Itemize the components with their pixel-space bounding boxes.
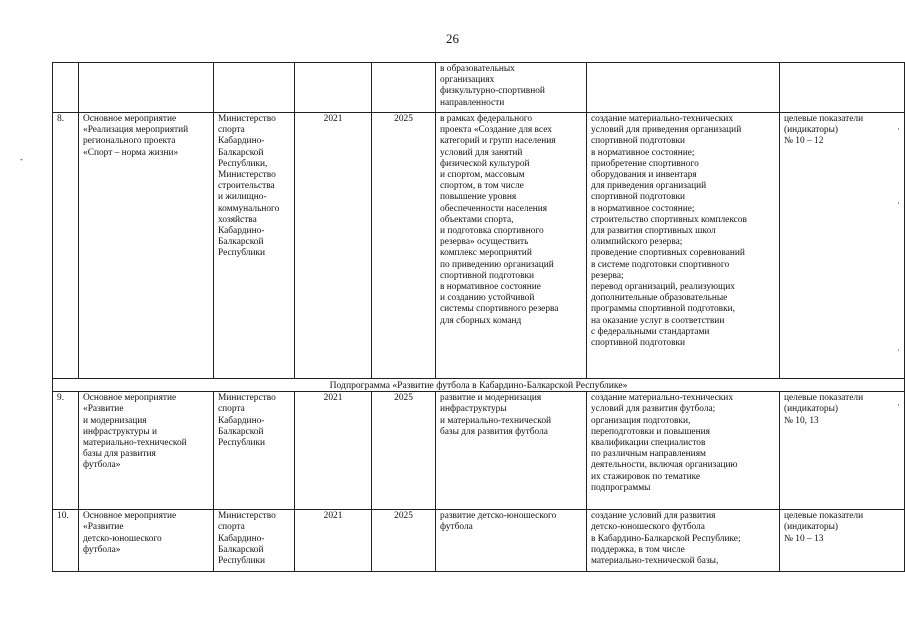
end-year: 2025	[372, 392, 436, 510]
table-row	[53, 510, 905, 572]
start-year: 2021	[295, 392, 372, 510]
start-year: 2021	[295, 113, 372, 379]
scan-artifact: ·	[897, 198, 900, 208]
measure-description: развитие и модернизация инфраструктуры и материально-технической базы для развития футбола	[436, 392, 587, 510]
measure-description: развитие детско-юношеского футбола	[436, 510, 587, 572]
scan-artifact: ·	[897, 345, 900, 355]
measure-name: Основное мероприятие «Развитие и модернизация инфраструктуры и материально-технической базы для развития футбола»	[79, 392, 214, 510]
measure-description: в рамках федерального проекта «Создание для всех категорий и групп населения условий для занятий физической культурой и спортом, массовым спортом, в том числе повышение уровня обеспеченности населения объектами спорта, и подготовка спортивного резерва» осуществить комплекс мероприятий по приведению организаций спортивной подготовки в нормативное состояние и созданию устойчивой системы спортивного резерва для сборных команд	[436, 113, 587, 379]
page-number: 26	[446, 31, 459, 46]
responsible-executor	[214, 63, 295, 113]
scan-artifact: ·	[897, 400, 900, 410]
responsible-executor: Министерство спорта Кабардино- Балкарской Республики	[214, 510, 295, 572]
end-year: 2025	[372, 113, 436, 379]
subprogram-heading: Подпрограмма «Развитие футбола в Кабардино-Балкарской Республике»	[53, 379, 905, 392]
row-number	[53, 63, 79, 113]
expected-results: создание материально-технических условий для развития футбола; организация подготовки, переподготовки и повышения квалификации специалистов по различным направлениям деятельности, включая организацию их стажировок по тематике подпрограммы	[587, 392, 780, 510]
measure-name	[79, 63, 214, 113]
row-number: 8.	[53, 113, 79, 379]
scan-artifact: -	[20, 154, 23, 164]
expected-results	[587, 63, 780, 113]
table-row	[53, 113, 905, 379]
start-year	[295, 63, 372, 113]
subprogram-heading-row	[53, 379, 905, 392]
row-number: 10.	[53, 510, 79, 572]
table-body	[53, 63, 905, 572]
end-year: 2025	[372, 510, 436, 572]
scan-artifact: ·	[897, 124, 900, 134]
expected-results: создание материально-технических условий для приведения организаций спортивной подготовки в нормативное состояние; приобретение спортивного оборудования и инвентаря для приведения организаций спортивной подготовки в нормативное состояние; строительство спортивных комплексов для развития спортивных школ олимпийского резерва; проведение спортивных соревнований в системе подготовки спортивного резерва; перевод организаций, реализующих дополнительные образовательные программы спортивной подготовки, на оказание услуг в соответствии с федеральными стандартами спортивной подготовки	[587, 113, 780, 379]
responsible-executor: Министерство спорта Кабардино- Балкарской Республики, Министерство строительства и жилищно- коммунального хозяйства Кабардино- Балкарской Республики	[214, 113, 295, 379]
end-year	[372, 63, 436, 113]
table-row	[53, 63, 905, 113]
measure-name: Основное мероприятие «Развитие детско-юношеского футбола»	[79, 510, 214, 572]
expected-results: создание условий для развития детско-юношеского футбола в Кабардино-Балкарской Республике; поддержка, в том числе материально-технической базы,	[587, 510, 780, 572]
target-indicators: целевые показатели (индикаторы) № 10 – 12	[780, 113, 905, 379]
target-indicators: целевые показатели (индикаторы) № 10, 13	[780, 392, 905, 510]
measure-name: Основное мероприятие «Реализация мероприятий регионального проекта «Спорт – норма жизни»	[79, 113, 214, 379]
target-indicators	[780, 63, 905, 113]
start-year: 2021	[295, 510, 372, 572]
target-indicators: целевые показатели (индикаторы) № 10 – 13	[780, 510, 905, 572]
row-number: 9.	[53, 392, 79, 510]
measures-table	[52, 62, 905, 572]
table-row	[53, 392, 905, 510]
measure-description: в образовательных организациях физкультурно-спортивной направленности	[436, 63, 587, 113]
responsible-executor: Министерство спорта Кабардино- Балкарской Республики	[214, 392, 295, 510]
